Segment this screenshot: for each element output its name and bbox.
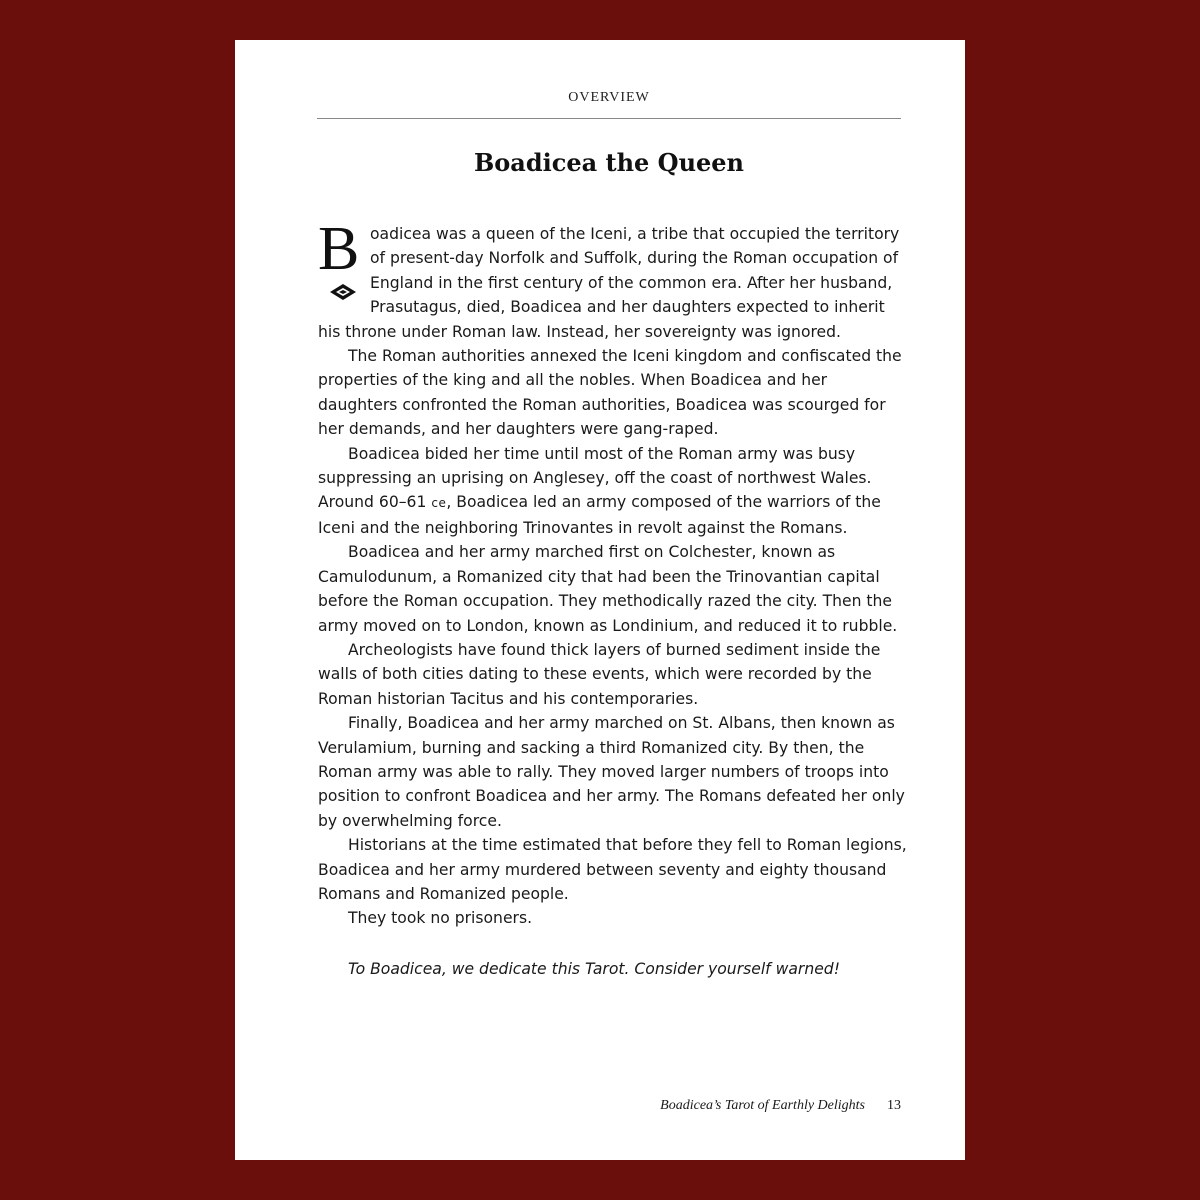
paragraph-2: The Roman authorities annexed the Iceni kingdom and confiscated the properties of the king and all the nobles. When Boadicea and her daughters confronted the Roman authorities, Boadicea was scourged for her demands, and her daughters were gang-raped. bbox=[318, 347, 902, 439]
chapter-title: Boadicea the Queen bbox=[473, 148, 745, 177]
dedication: To Boadicea, we dedicate this Tarot. Consider yourself warned! bbox=[348, 959, 840, 978]
page-number: 13 bbox=[887, 1098, 901, 1113]
paragraph-text: Boadicea bided her time until most of the Roman army was busy suppressing an uprising on Anglesey, off the coast of northwest Wales. Around 60–61 bbox=[318, 444, 872, 512]
running-foot bbox=[317, 1098, 901, 1114]
paragraph-4: Boadicea and her army marched first on Colchester, known as Camulodunum, a Romanized city that had been the Trinovantian capital before the Roman occupation. They methodically razed the city. Then the army moved on to London, known as Londinium, and reduced it to rubble. bbox=[318, 543, 898, 635]
paragraph-text: , Boadicea led an army composed of the warriors of the Iceni and the neighboring Trinovantes in revolt against the Romans. bbox=[318, 493, 881, 537]
drop-cap: B bbox=[318, 215, 360, 283]
drop-cap-block bbox=[318, 215, 370, 302]
paragraph-7: Historians at the time estimated that before they fell to Roman legions, Boadicea and her army murdered between seventy and eighty thousand Romans and Romanized people. bbox=[318, 836, 907, 903]
diamond-ornament-icon bbox=[330, 284, 356, 300]
header-rule bbox=[317, 118, 901, 119]
paragraph-text: oadicea was a queen of the Iceni, a tribe that occupied the territory of present-day Norfolk and Suffolk, during the Roman occupation of England in the first century of the common era. After her husband, Prasutagus, died, Boadicea and her daughters expected to inherit his throne under Roman law. Instead, her sovereignty was ignored. bbox=[318, 225, 900, 341]
book-page bbox=[235, 40, 965, 1160]
paragraph-6: Finally, Boadicea and her army marched on St. Albans, then known as Verulamium, burning and sacking a third Romanized city. By then, the Roman army was able to rally. They moved larger numbers of troops into position to confront Boadicea and her army. The Romans defeated her only by overwhelming force. bbox=[318, 714, 905, 830]
running-head: OVERVIEW bbox=[568, 90, 650, 105]
footer-book-title: Boadicea’s Tarot of Earthly Delights bbox=[660, 1098, 865, 1113]
paragraph-3 bbox=[318, 442, 908, 541]
body-text bbox=[318, 215, 908, 981]
era-abbreviation: ce bbox=[431, 496, 447, 511]
paragraph-5: Archeologists have found thick layers of burned sediment inside the walls of both cities dating to these events, which were recorded by the Roman historian Tacitus and his contemporaries. bbox=[318, 640, 881, 708]
paragraph-1 bbox=[318, 215, 908, 344]
paragraph-8: They took no prisoners. bbox=[348, 909, 533, 928]
